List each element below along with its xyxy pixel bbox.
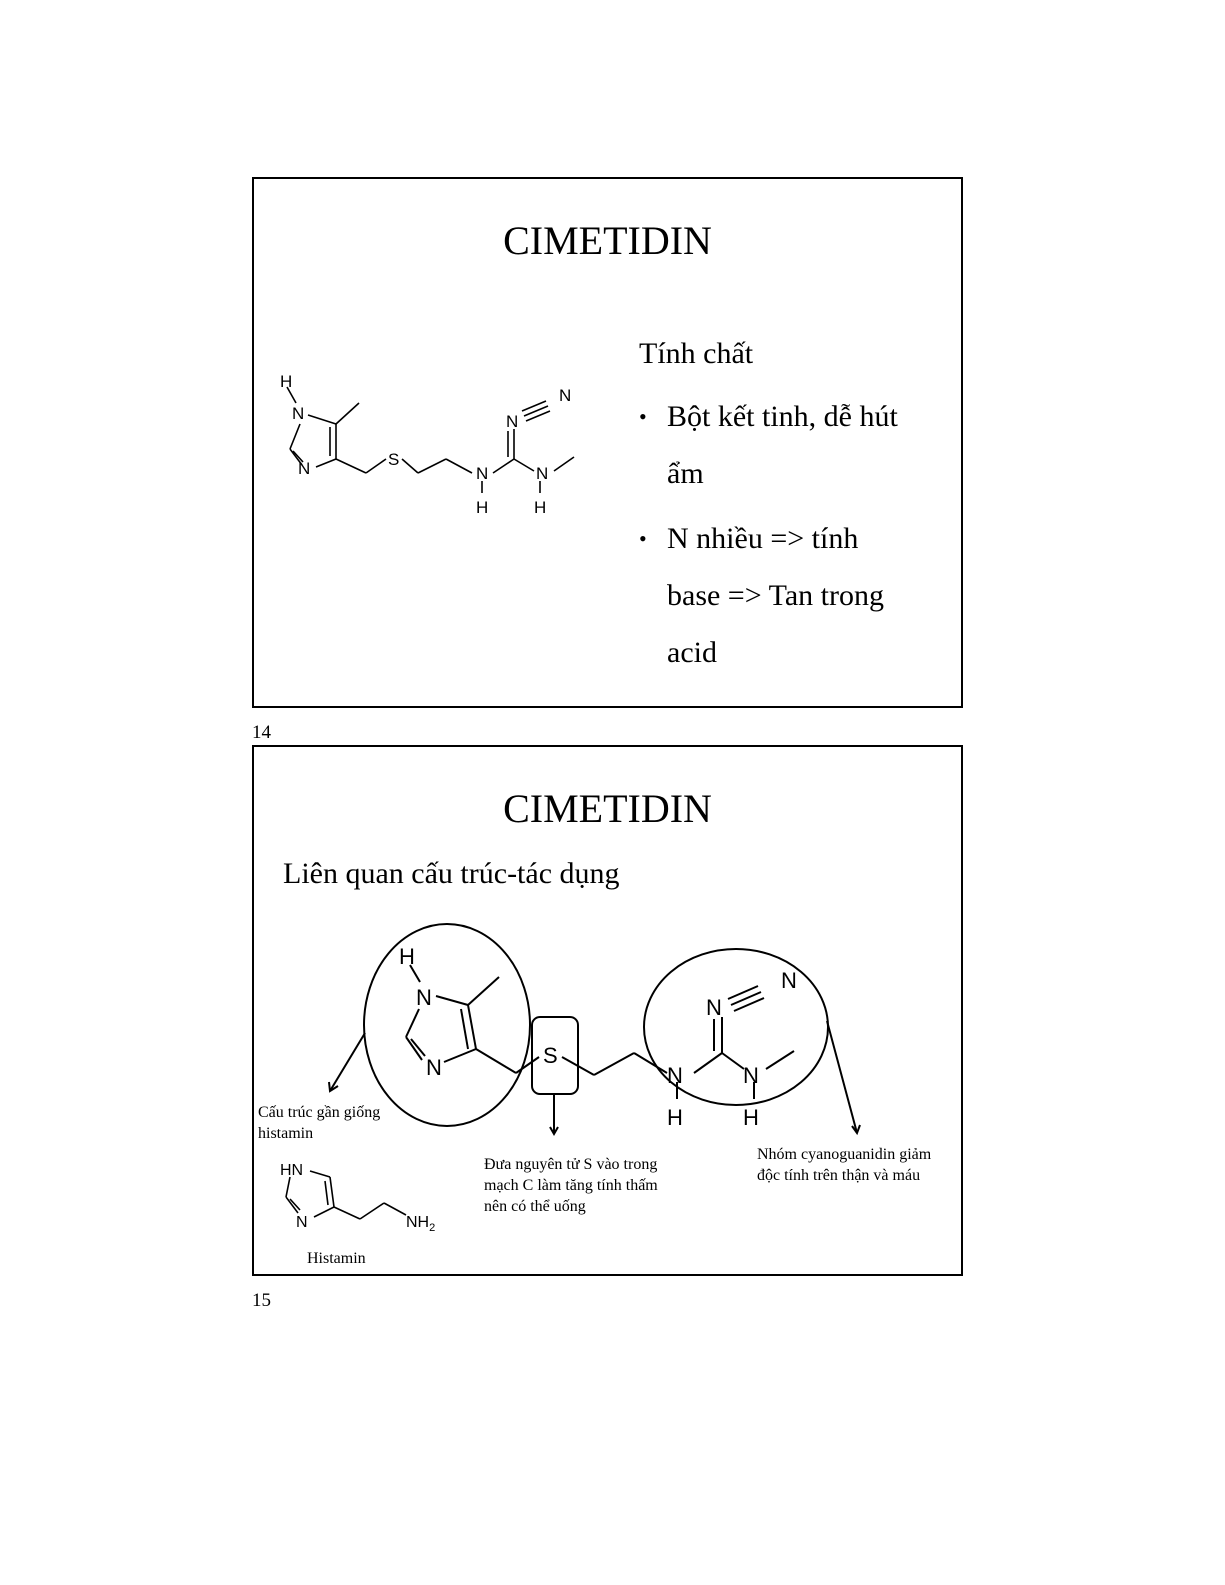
- note-line: Đưa nguyên tử S vào trong: [484, 1156, 658, 1173]
- atom-n: N: [416, 985, 432, 1010]
- slide-14: [252, 177, 963, 708]
- atom-n: N: [298, 459, 311, 478]
- atom-h: H: [743, 1105, 759, 1130]
- atom-n: N: [506, 412, 519, 431]
- bullet-line: acid: [667, 636, 717, 669]
- page-number: 14: [252, 722, 271, 743]
- bullet-line: Bột kết tinh, dễ hút: [667, 400, 898, 433]
- cimetidine-structure: [274, 369, 594, 519]
- atom-n: N: [536, 464, 549, 483]
- page-number: 15: [252, 1290, 271, 1311]
- histamine-structure: [274, 1155, 454, 1245]
- atom-h: H: [667, 1105, 683, 1130]
- bullet-icon: •: [639, 526, 647, 551]
- bullet-line: base => Tan trong: [667, 579, 884, 612]
- atom-h: H: [280, 372, 293, 391]
- note-line: nên có thể uống: [484, 1198, 586, 1215]
- atom-n: N: [476, 464, 489, 483]
- bullet-line: N nhiều => tính: [667, 522, 859, 555]
- slide-subtitle: Liên quan cấu trúc-tác dụng: [283, 857, 620, 890]
- atom-n: N: [706, 995, 722, 1020]
- bullet-icon: •: [639, 404, 647, 429]
- properties-block: [639, 334, 949, 681]
- note-line: độc tính trên thận và máu: [757, 1167, 921, 1184]
- cyanoguanidine-note: [757, 1144, 962, 1186]
- atom-h: H: [399, 944, 415, 969]
- histamine-label: Histamin: [307, 1250, 366, 1267]
- atom-nh2: $NH_2$: [406, 1214, 436, 1234]
- atom-n: N: [292, 404, 305, 423]
- note-line: Cấu trúc gần giống: [258, 1104, 381, 1121]
- atom-s: S: [388, 450, 400, 469]
- atom-n: N: [296, 1214, 308, 1231]
- atom-n: N: [667, 1063, 683, 1088]
- bullet-item: [639, 510, 949, 681]
- atom-hn: HN: [280, 1162, 304, 1179]
- atom-n: N: [559, 386, 572, 405]
- bullet-item: [639, 388, 949, 502]
- note-line: histamin: [258, 1125, 314, 1142]
- properties-heading: Tính chất: [639, 337, 754, 370]
- atom-s: S: [543, 1043, 558, 1068]
- slide-title: CIMETIDIN: [503, 218, 712, 263]
- atom-h: H: [534, 498, 547, 517]
- histamine-note: [258, 1102, 418, 1144]
- note-line: Nhóm cyanoguanidin giảm: [757, 1146, 932, 1163]
- note-line: mạch C làm tăng tính thấm: [484, 1177, 658, 1194]
- atom-n: N: [781, 968, 797, 993]
- slide-title: CIMETIDIN: [503, 786, 712, 831]
- atom-h: H: [476, 498, 489, 517]
- sulfur-note: [484, 1154, 699, 1217]
- atom-n: N: [426, 1055, 442, 1080]
- bullet-line: ẩm: [667, 457, 704, 490]
- slide-15: [252, 745, 963, 1276]
- atom-n: N: [743, 1063, 759, 1088]
